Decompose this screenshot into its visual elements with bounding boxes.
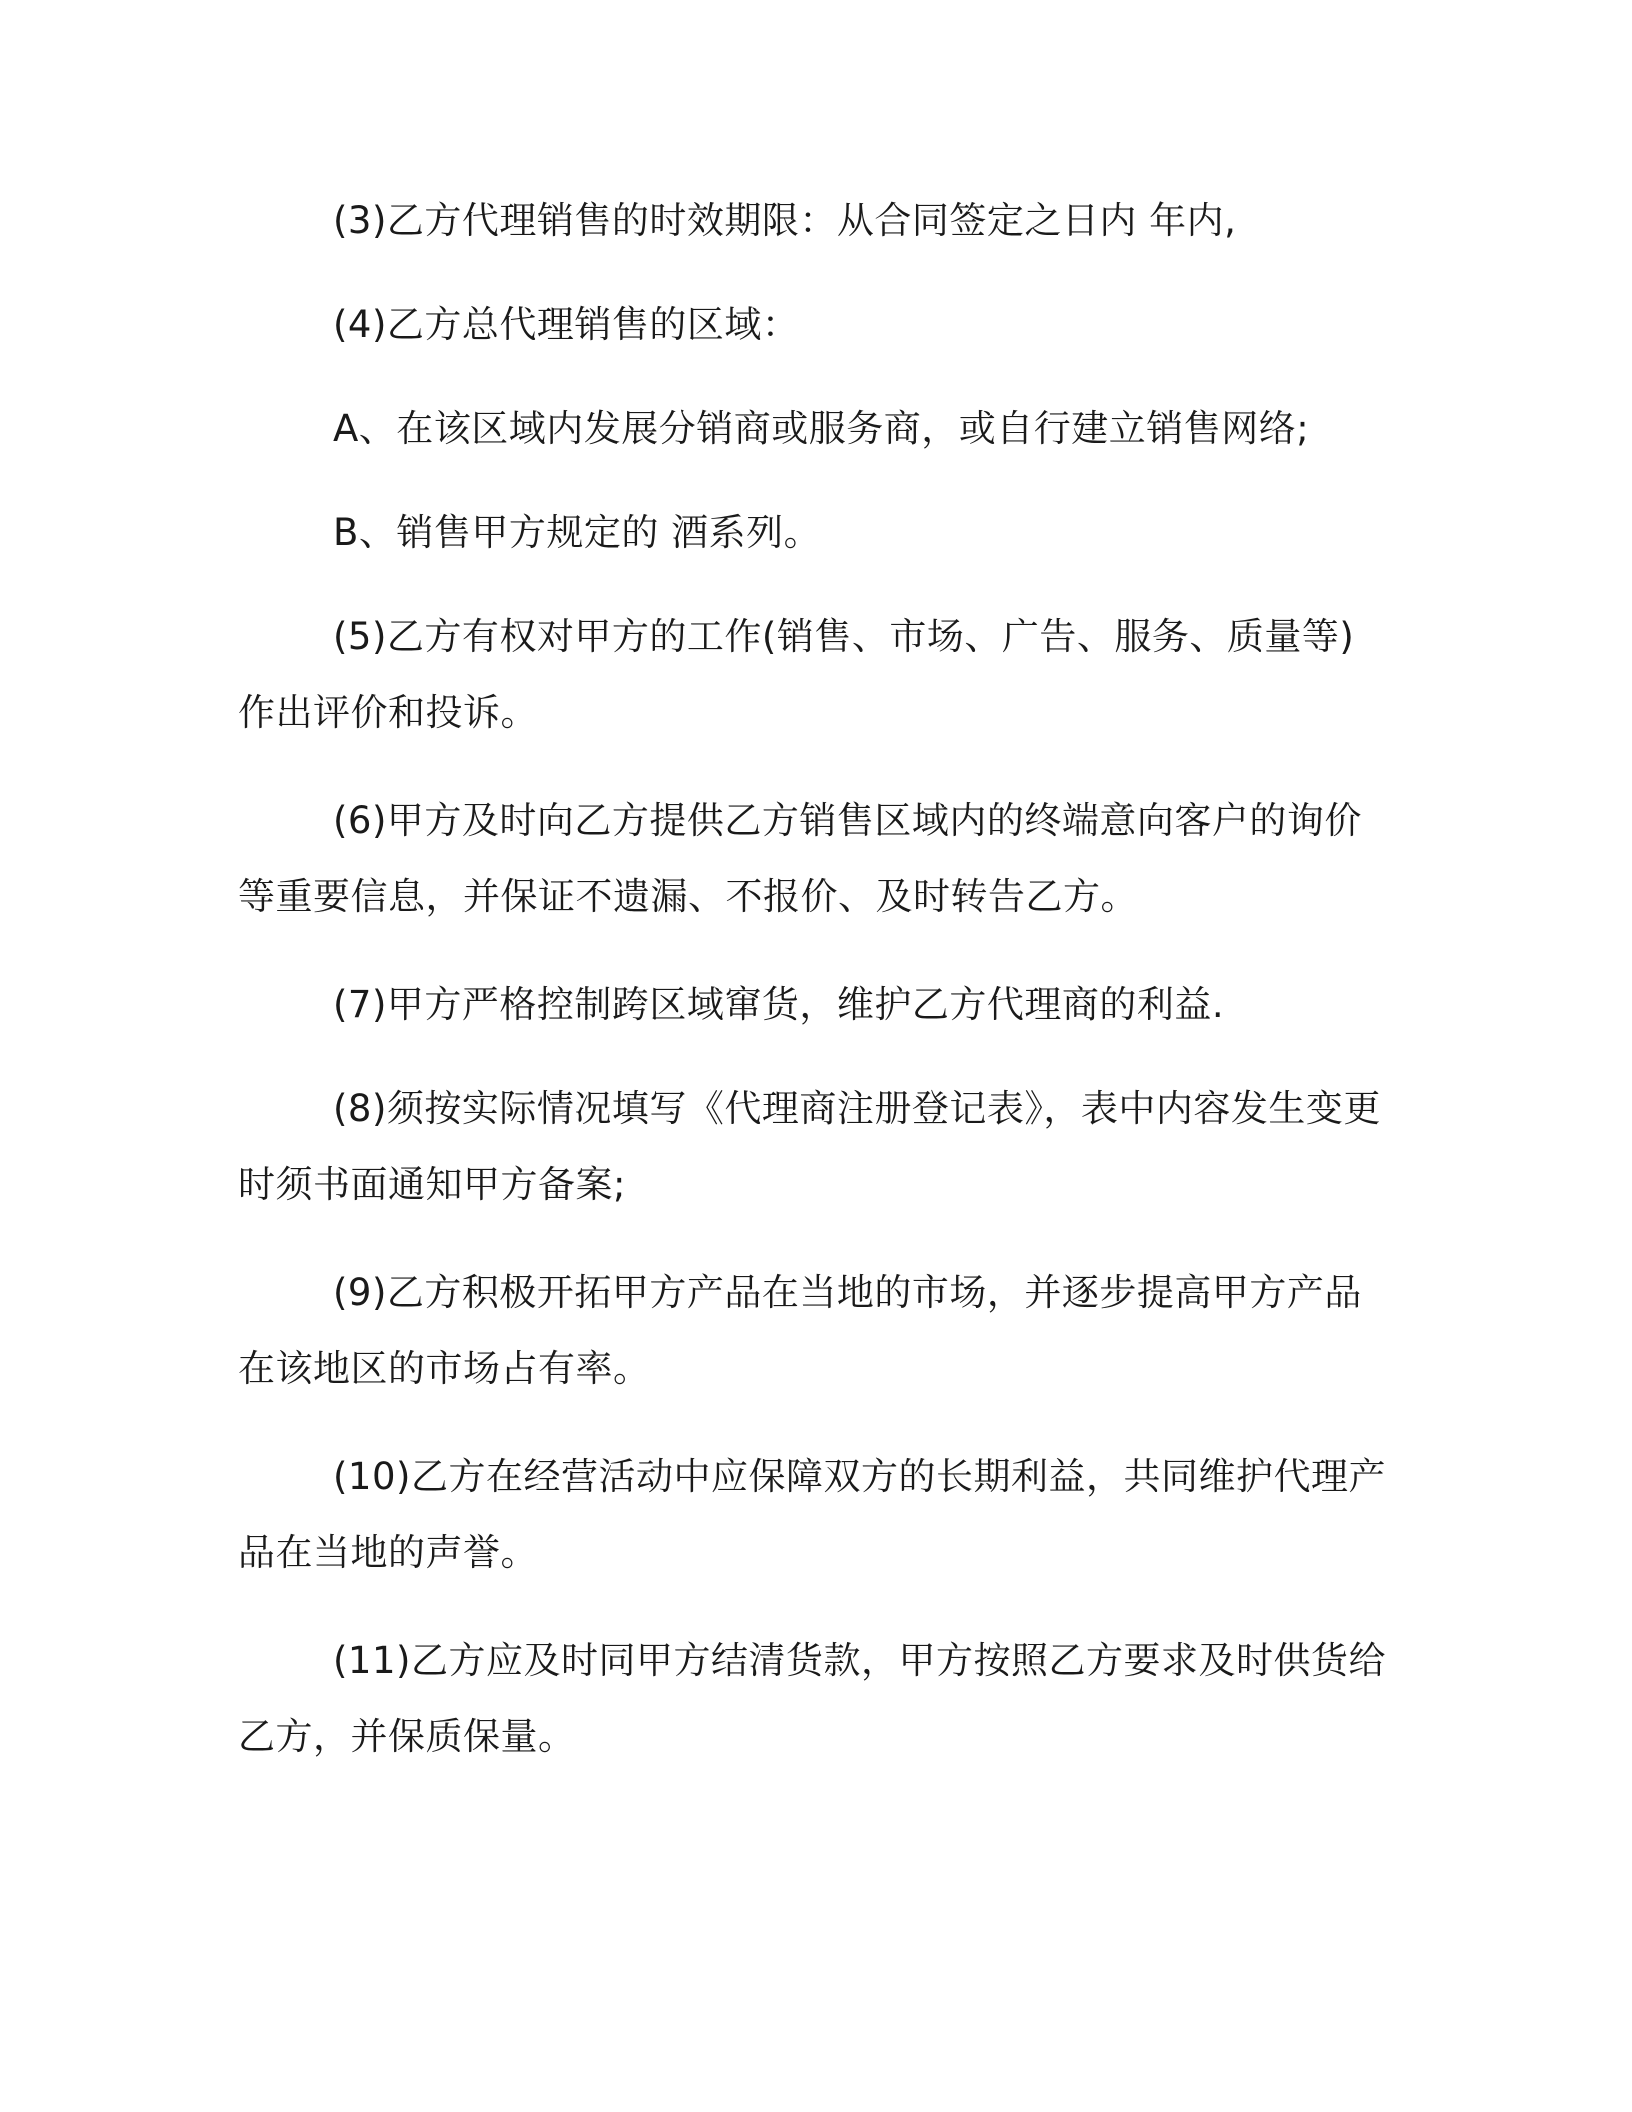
clause-5-evaluation: (5)乙方有权对甲方的工作(销售、市场、广告、服务、质量等)作出评价和投诉。 bbox=[238, 615, 1355, 734]
clause-6-customer-info: (6)甲方及时向乙方提供乙方销售区域内的终端意向客户的询价等重要信息，并保证不遗漏、不报价、及时转告乙方。 bbox=[238, 799, 1362, 918]
clause-3-term: (3)乙方代理销售的时效期限：从合同签定之日内 年内, bbox=[333, 199, 1237, 242]
clause-4b-product-series: B、销售甲方规定的 酒系列。 bbox=[333, 511, 822, 554]
clause-10-reputation: (10)乙方在经营活动中应保障双方的长期利益，共同维护代理产品在当地的声誉。 bbox=[238, 1455, 1386, 1574]
clause-8-registration: (8)须按实际情况填写《代理商注册登记表》，表中内容发生变更时须书面通知甲方备案; bbox=[238, 1087, 1381, 1206]
clause-11-payment-supply: (11)乙方应及时同甲方结清货款，甲方按照乙方要求及时供货给乙方，并保质保量。 bbox=[238, 1639, 1386, 1758]
clause-4a-distribution: A、在该区域内发展分销商或服务商，或自行建立销售网络; bbox=[333, 407, 1310, 450]
clause-4-region: (4)乙方总代理销售的区域： bbox=[333, 303, 800, 346]
clause-7-cross-region: (7)甲方严格控制跨区域窜货，维护乙方代理商的利益. bbox=[333, 983, 1225, 1026]
clause-9-market-expansion: (9)乙方积极开拓甲方产品在当地的市场，并逐步提高甲方产品在该地区的市场占有率。 bbox=[238, 1271, 1362, 1390]
